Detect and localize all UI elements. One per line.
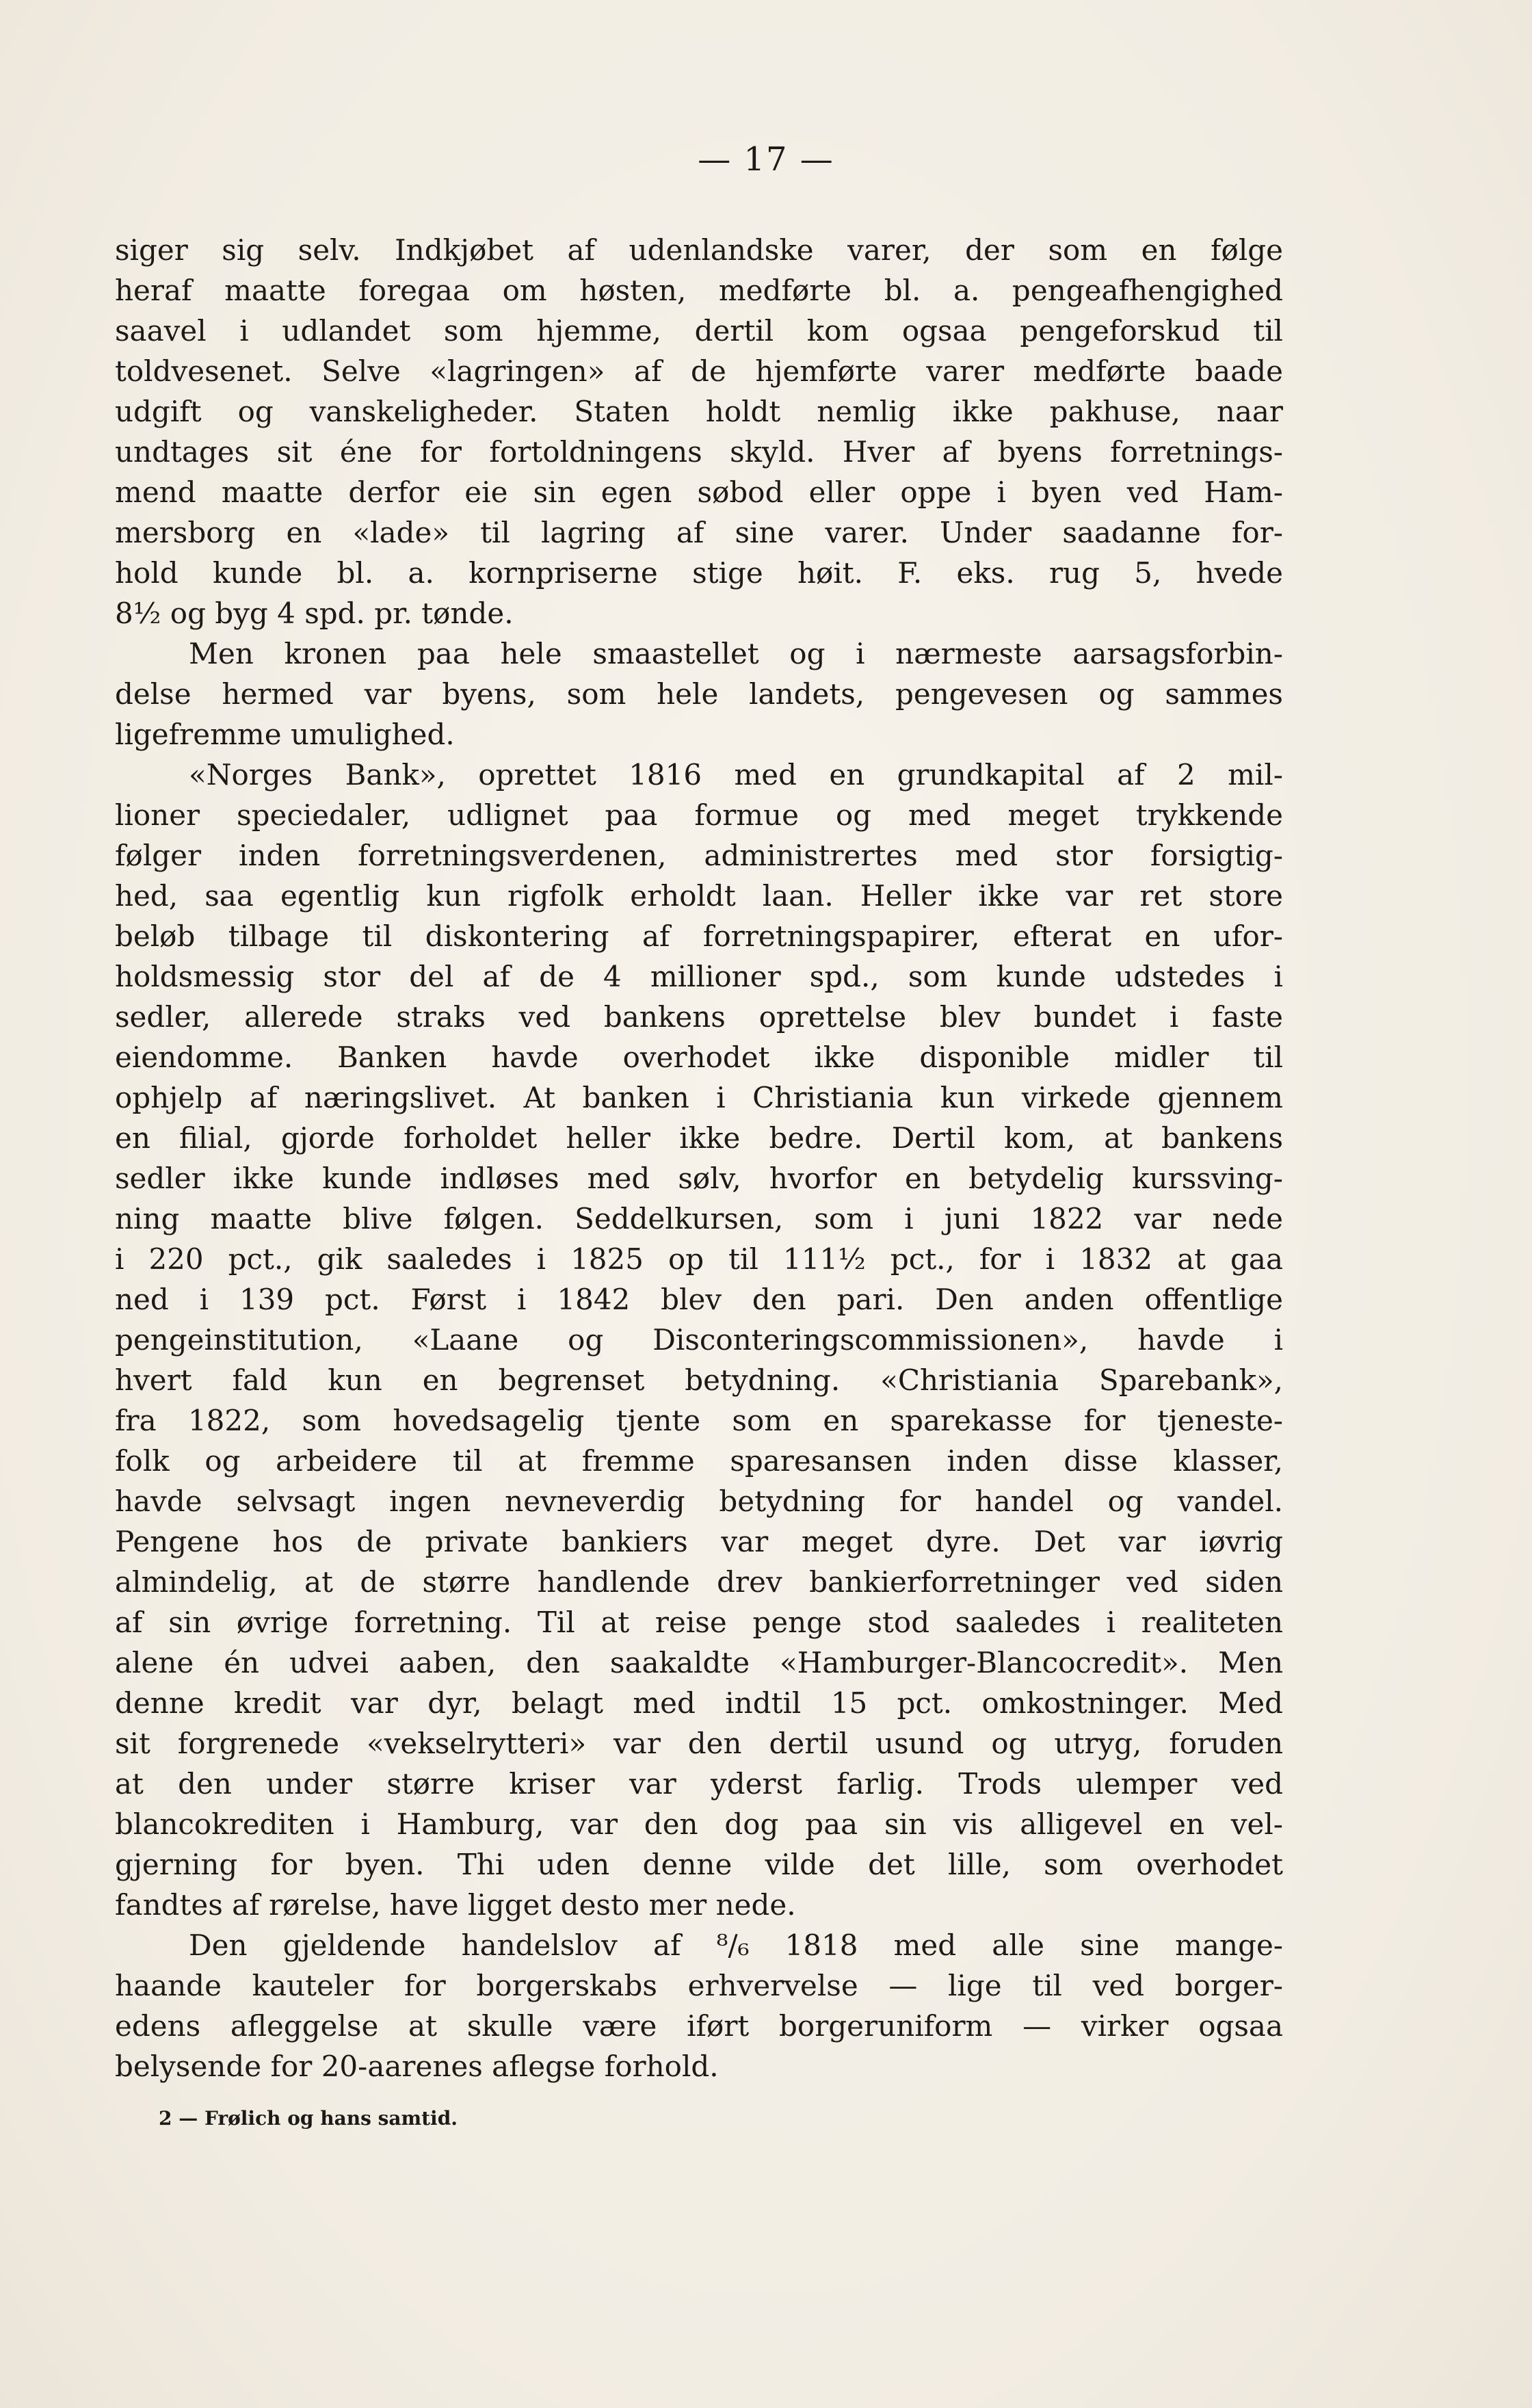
text-line: fandtes af rørelse, have ligget desto mer nede.: [115, 1888, 796, 1922]
text-line: i 220 pct., gik saaledes i 1825 op til 111½ pct., for i 1832 at gaa: [115, 1242, 1283, 1276]
text-line: fra 1822, som hovedsagelig tjente som en sparekasse for tjeneste-: [115, 1404, 1283, 1437]
text-line: delse hermed var byens, som hele landets, pengevesen og sammes: [115, 677, 1283, 711]
text-line: toldvesenet. Selve «lagringen» af de hjemførte varer medførte baade: [115, 354, 1283, 388]
text-line: følger inden forretningsverdenen, administrertes med stor forsigtig-: [115, 839, 1283, 872]
page-number: — 17 —: [698, 140, 834, 179]
text-line: sedler, allerede straks ved bankens oprettelse blev bundet i faste: [115, 1000, 1283, 1034]
text-line: edens afleggelse at skulle være iført borgeruniform — virker ogsaa: [115, 2009, 1283, 2043]
text-line: «Norges Bank», oprettet 1816 med en grundkapital af 2 mil-: [189, 758, 1283, 791]
text-line: en filial, gjorde forholdet heller ikke bedre. Dertil kom, at bankens: [115, 1121, 1283, 1155]
text-line: holdsmessig stor del af de 4 millioner spd., som kunde udstedes i: [115, 960, 1283, 993]
text-line: mend maatte derfor eie sin egen søbod eller oppe i byen ved Ham-: [115, 475, 1283, 509]
footer-signature: 2 — Frølich og hans samtid.: [159, 2107, 458, 2130]
text-line: almindelig, at de større handlende drev bankierforretninger ved siden: [115, 1565, 1283, 1599]
text-line: eiendomme. Banken havde overhodet ikke disponible midler til: [115, 1041, 1283, 1074]
text-line: heraf maatte foregaa om høsten, medførte bl. a. pengeafhengighed: [115, 274, 1283, 307]
text-line: belysende for 20-aarenes aflegse forhold.: [115, 2050, 719, 2083]
text-line: havde selvsagt ingen nevneverdig betydning for handel og vandel.: [115, 1484, 1283, 1518]
text-line: sedler ikke kunde indløses med sølv, hvorfor en betydelig kurssving-: [115, 1162, 1283, 1195]
text-line: hold kunde bl. a. kornpriserne stige høit. F. eks. rug 5, hvede: [115, 556, 1283, 590]
text-line: folk og arbeidere til at fremme sparesansen inden disse klasser,: [115, 1444, 1283, 1478]
text-line: ligefremme umulighed.: [115, 718, 455, 751]
text-line: haande kauteler for borgerskabs erhvervelse — lige til ved borger-: [115, 1969, 1283, 2002]
text-line: ned i 139 pct. Først i 1842 blev den pari. Den anden offentlige: [115, 1283, 1283, 1316]
text-line: af sin øvrige forretning. Til at reise penge stod saaledes i realiteten: [115, 1606, 1283, 1639]
text-line: denne kredit var dyr, belagt med indtil 15 pct. omkostninger. Med: [115, 1686, 1283, 1720]
text-line: siger sig selv. Indkjøbet af udenlandske varer, der som en følge: [115, 233, 1283, 267]
text-line: Den gjeldende handelslov af ⁸/₆ 1818 med alle sine mange-: [189, 1928, 1283, 1962]
text-line: blancokrediten i Hamburg, var den dog paa sin vis alligevel en vel-: [115, 1807, 1283, 1841]
body-text: [115, 230, 1283, 2086]
text-line: mersborg en «lade» til lagring af sine varer. Under saadanne for-: [115, 516, 1283, 549]
text-line: ophjelp af næringslivet. At banken i Christiania kun virkede gjennem: [115, 1081, 1283, 1114]
text-line: 8½ og byg 4 spd. pr. tønde.: [115, 597, 514, 630]
text-line: saavel i udlandet som hjemme, dertil kom ogsaa pengeforskud til: [115, 314, 1283, 348]
text-line: udgift og vanskeligheder. Staten holdt nemlig ikke pakhuse, naar: [115, 395, 1283, 428]
text-line: beløb tilbage til diskontering af forretningspapirer, efterat en ufor-: [115, 919, 1283, 953]
text-line: Pengene hos de private bankiers var meget dyre. Det var iøvrig: [115, 1525, 1283, 1558]
text-line: at den under større kriser var yderst farlig. Trods ulemper ved: [115, 1767, 1283, 1801]
text-line: Men kronen paa hele smaastellet og i nærmeste aarsagsforbin-: [189, 637, 1283, 670]
text-line: pengeinstitution, «Laane og Disconteringscommissionen», havde i: [115, 1323, 1283, 1357]
text-line: ning maatte blive følgen. Seddelkursen, som i juni 1822 var nede: [115, 1202, 1283, 1235]
text-line: hvert fald kun en begrenset betydning. «Christiania Sparebank»,: [115, 1363, 1283, 1397]
text-line: gjerning for byen. Thi uden denne vilde det lille, som overhodet: [115, 1848, 1283, 1881]
text-line: undtages sit éne for fortoldningens skyld. Hver af byens forretnings-: [115, 435, 1283, 469]
text-line: lioner speciedaler, udlignet paa formue og med meget trykkende: [115, 798, 1283, 832]
text-line: sit forgrenede «vekselrytteri» var den dertil usund og utryg, foruden: [115, 1727, 1283, 1760]
text-line: hed, saa egentlig kun rigfolk erholdt laan. Heller ikke var ret store: [115, 879, 1283, 913]
text-line: alene én udvei aaben, den saakaldte «Hamburger-Blancocredit». Men: [115, 1646, 1283, 1679]
